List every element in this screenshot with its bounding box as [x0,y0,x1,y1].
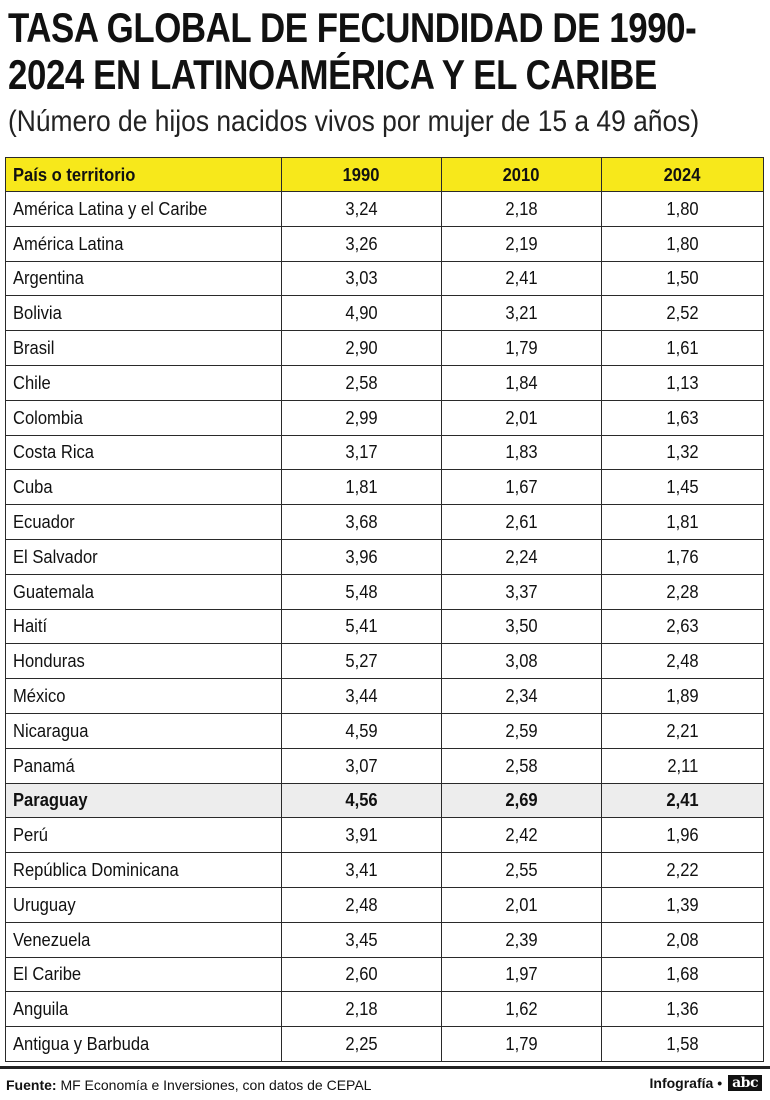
cell-2024: 1,45 [602,470,764,505]
cell-2024: 2,08 [602,922,764,957]
cell-2010: 2,18 [442,192,602,227]
cell-1990: 3,07 [282,748,442,783]
credit [650,1075,762,1091]
cell-2024: 1,89 [602,679,764,714]
table-row [6,539,764,574]
cell-2010: 1,84 [442,365,602,400]
cell-country: Anguila [6,992,282,1027]
table-row [6,679,764,714]
cell-1990: 5,48 [282,574,442,609]
cell-country: América Latina y el Caribe [6,192,282,227]
table-header-row [6,158,764,192]
cell-1990: 3,41 [282,853,442,888]
cell-1990: 3,91 [282,818,442,853]
cell-country: El Salvador [6,539,282,574]
table-body [6,192,764,1062]
cell-2024: 1,81 [602,505,764,540]
cell-2024: 1,61 [602,331,764,366]
cell-1990: 5,27 [282,644,442,679]
cell-country: Uruguay [6,887,282,922]
cell-2024: 1,13 [602,365,764,400]
cell-2010: 2,58 [442,748,602,783]
cell-country: Paraguay [6,783,282,818]
table-row [6,853,764,888]
cell-country: Costa Rica [6,435,282,470]
cell-1990: 2,18 [282,992,442,1027]
cell-2010: 2,24 [442,539,602,574]
footer [0,1066,770,1100]
table-row [6,748,764,783]
cell-2024: 2,48 [602,644,764,679]
cell-1990: 3,68 [282,505,442,540]
cell-2010: 2,61 [442,505,602,540]
source-label: Fuente: [6,1077,57,1093]
table-row [6,296,764,331]
table-row [6,226,764,261]
cell-1990: 3,26 [282,226,442,261]
table-row [6,713,764,748]
cell-country: Perú [6,818,282,853]
credit-label: Infografía • [649,1075,723,1091]
cell-2010: 2,01 [442,400,602,435]
cell-2024: 2,21 [602,713,764,748]
cell-2010: 2,55 [442,853,602,888]
cell-2024: 2,28 [602,574,764,609]
cell-country: Honduras [6,644,282,679]
cell-2024: 1,50 [602,261,764,296]
cell-2010: 1,97 [442,957,602,992]
table-row [6,400,764,435]
cell-2024: 1,80 [602,226,764,261]
cell-2010: 1,67 [442,470,602,505]
cell-country: Venezuela [6,922,282,957]
table-row [6,365,764,400]
source-text: MF Economía e Inversiones, con datos de CEPAL [60,1077,372,1093]
fertility-table [5,157,764,1062]
table-row [6,609,764,644]
cell-2024: 2,52 [602,296,764,331]
cell-2010: 3,37 [442,574,602,609]
cell-2010: 1,79 [442,331,602,366]
table-row [6,887,764,922]
table-row [6,261,764,296]
cell-2010: 1,83 [442,435,602,470]
cell-1990: 3,03 [282,261,442,296]
cell-1990: 3,96 [282,539,442,574]
cell-1990: 2,99 [282,400,442,435]
cell-2024: 2,11 [602,748,764,783]
cell-2010: 2,41 [442,261,602,296]
cell-2010: 2,39 [442,922,602,957]
table-row [6,1027,764,1062]
cell-1990: 3,45 [282,922,442,957]
page-title: TASA GLOBAL DE FECUNDIDAD DE 1990-2024 EN LATINOAMÉRICA Y EL CARIBE [8,4,697,98]
table-row [6,818,764,853]
cell-2024: 1,58 [602,1027,764,1062]
cell-2024: 1,76 [602,539,764,574]
cell-2010: 2,69 [442,783,602,818]
cell-1990: 2,90 [282,331,442,366]
cell-1990: 4,56 [282,783,442,818]
page-subtitle: (Número de hijos nacidos vivos por mujer de 15 a 49 años) [8,105,700,138]
cell-country: Cuba [6,470,282,505]
cell-1990: 3,44 [282,679,442,714]
cell-2024: 2,63 [602,609,764,644]
cell-2024: 1,36 [602,992,764,1027]
table-row [6,192,764,227]
cell-1990: 2,60 [282,957,442,992]
cell-1990: 2,25 [282,1027,442,1062]
cell-country: Antigua y Barbuda [6,1027,282,1062]
cell-1990: 4,90 [282,296,442,331]
cell-country: México [6,679,282,714]
cell-2024: 1,63 [602,400,764,435]
cell-country: Panamá [6,748,282,783]
cell-country: Brasil [6,331,282,366]
cell-country: El Caribe [6,957,282,992]
cell-country: República Dominicana [6,853,282,888]
cell-country: Bolivia [6,296,282,331]
column-header-country: País o territorio [6,158,282,192]
cell-country: Ecuador [6,505,282,540]
table-row [6,783,764,818]
cell-2010: 1,79 [442,1027,602,1062]
table-row [6,574,764,609]
table-row [6,957,764,992]
abc-logo: abc [728,1075,762,1091]
cell-1990: 3,17 [282,435,442,470]
cell-2010: 3,50 [442,609,602,644]
table-row [6,505,764,540]
cell-1990: 1,81 [282,470,442,505]
cell-2010: 1,62 [442,992,602,1027]
column-header-1990: 1990 [282,158,442,192]
table-row [6,435,764,470]
table-row [6,922,764,957]
cell-2024: 1,39 [602,887,764,922]
cell-2010: 2,19 [442,226,602,261]
cell-2010: 3,08 [442,644,602,679]
cell-2024: 1,32 [602,435,764,470]
cell-1990: 2,58 [282,365,442,400]
cell-1990: 5,41 [282,609,442,644]
cell-country: América Latina [6,226,282,261]
table-row [6,644,764,679]
cell-2010: 2,01 [442,887,602,922]
column-header-2010: 2010 [442,158,602,192]
cell-country: Colombia [6,400,282,435]
cell-country: Chile [6,365,282,400]
cell-2010: 2,59 [442,713,602,748]
column-header-2024: 2024 [602,158,764,192]
cell-2024: 1,96 [602,818,764,853]
cell-2024: 1,80 [602,192,764,227]
cell-country: Haití [6,609,282,644]
cell-2024: 1,68 [602,957,764,992]
cell-country: Argentina [6,261,282,296]
table-row [6,331,764,366]
cell-country: Nicaragua [6,713,282,748]
cell-2010: 3,21 [442,296,602,331]
cell-2024: 2,22 [602,853,764,888]
cell-2010: 2,34 [442,679,602,714]
cell-country: Guatemala [6,574,282,609]
cell-1990: 4,59 [282,713,442,748]
fertility-table-container [5,157,763,1062]
cell-2024: 2,41 [602,783,764,818]
table-row [6,992,764,1027]
source-note [6,1077,371,1093]
table-row [6,470,764,505]
cell-1990: 3,24 [282,192,442,227]
cell-1990: 2,48 [282,887,442,922]
cell-2010: 2,42 [442,818,602,853]
